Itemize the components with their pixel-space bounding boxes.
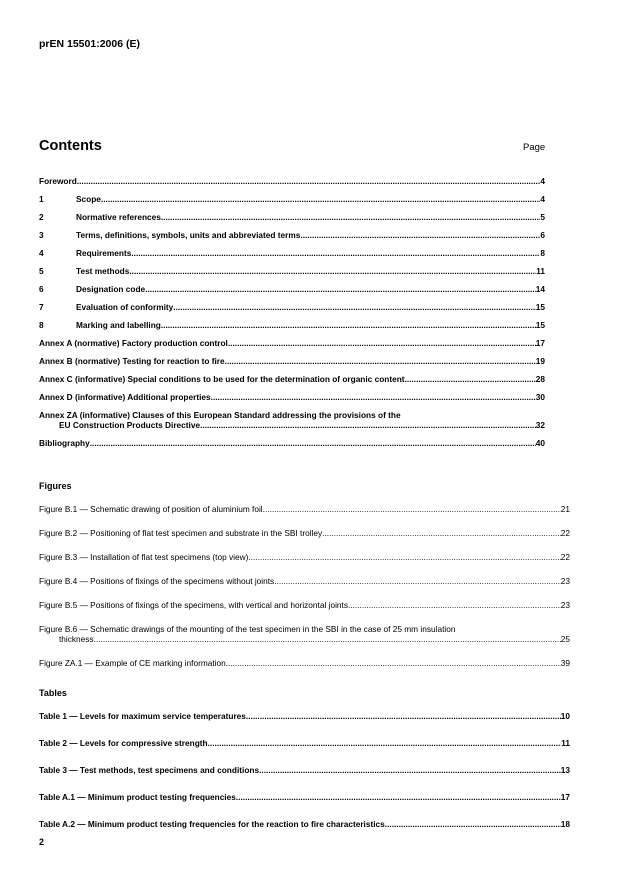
table-entry-title: Table 2 — Levels for compressive strength bbox=[39, 738, 208, 748]
figure-entry[interactable] bbox=[39, 552, 570, 562]
table-entry-title: Table 3 — Test methods, test specimens and conditions bbox=[39, 765, 260, 775]
toc-entry[interactable] bbox=[39, 410, 545, 430]
toc-entry-title: Scope bbox=[76, 194, 101, 204]
toc-entry[interactable] bbox=[39, 374, 545, 384]
toc-entry[interactable] bbox=[39, 266, 545, 276]
table-entry-page: 13 bbox=[560, 765, 570, 775]
toc-entry[interactable] bbox=[39, 438, 545, 448]
table-entry[interactable] bbox=[39, 711, 570, 721]
toc-entry-title: Annex B (normative) Testing for reaction to fire bbox=[39, 356, 225, 366]
figure-entry-title: Figure B.5 — Positions of fixings of the specimens, with vertical and horizontal joints bbox=[39, 600, 348, 610]
toc-main-list bbox=[39, 176, 545, 448]
toc-entry-number: 7 bbox=[39, 302, 44, 312]
toc-entry-number: 4 bbox=[39, 248, 44, 258]
toc-entry[interactable] bbox=[39, 212, 545, 222]
figure-entry-page: 22 bbox=[560, 528, 570, 538]
figure-entry[interactable] bbox=[39, 576, 570, 586]
toc-entry-number: 5 bbox=[39, 266, 44, 276]
figure-entry-page: 39 bbox=[560, 658, 570, 668]
toc-entry[interactable] bbox=[39, 230, 545, 240]
toc-entry[interactable] bbox=[39, 338, 545, 348]
toc-entry-page: 11 bbox=[536, 266, 545, 276]
figure-entry[interactable] bbox=[39, 600, 570, 610]
toc-entry-title: Annex ZA (informative) Clauses of this European Standard addressing the provisions of the bbox=[39, 410, 401, 420]
toc-entry-page: 17 bbox=[535, 338, 545, 348]
figure-entry-title: Figure B.4 — Positions of fixings of the specimens without joints bbox=[39, 576, 275, 586]
figure-entry-title-continued: thickness bbox=[59, 634, 94, 644]
figures-list bbox=[39, 504, 570, 668]
table-entry[interactable] bbox=[39, 738, 570, 748]
toc-entry-title-continued: EU Construction Products Directive bbox=[59, 420, 201, 430]
table-entry-title: Table 1 — Levels for maximum service temperatures bbox=[39, 711, 246, 721]
toc-entry-title: Foreword bbox=[39, 176, 77, 186]
figure-entry-title: Figure ZA.1 — Example of CE marking information bbox=[39, 658, 226, 668]
toc-entry[interactable] bbox=[39, 302, 545, 312]
table-entry[interactable] bbox=[39, 819, 570, 829]
toc-entry-title: Normative references bbox=[76, 212, 161, 222]
figure-entry[interactable] bbox=[39, 658, 570, 668]
toc-entry-title: Evaluation of conformity bbox=[76, 302, 174, 312]
toc-entry-page: 15 bbox=[535, 320, 545, 330]
toc-entry-page: 6 bbox=[540, 230, 545, 240]
toc-entry-page: 28 bbox=[535, 374, 545, 384]
figure-entry-page: 25 bbox=[560, 634, 570, 644]
table-entry-page: 18 bbox=[560, 819, 570, 829]
figure-entry-page: 23 bbox=[560, 576, 570, 586]
table-entry-title: Table A.2 — Minimum product testing frequencies for the reaction to fire characteristics bbox=[39, 819, 385, 829]
toc-entry-page: 40 bbox=[535, 438, 545, 448]
toc-entry-page: 4 bbox=[540, 176, 545, 186]
table-entry[interactable] bbox=[39, 765, 570, 775]
table-entry-page: 17 bbox=[560, 792, 570, 802]
toc-entry-title: Requirements bbox=[76, 248, 132, 258]
toc-entry[interactable] bbox=[39, 194, 545, 204]
toc-entry[interactable] bbox=[39, 392, 545, 402]
figure-entry-title: Figure B.2 — Positioning of flat test specimen and substrate in the SBI trolley bbox=[39, 528, 323, 538]
toc-entry-title: Annex C (informative) Special conditions to be used for the determination of organic content bbox=[39, 374, 405, 384]
page-column-label: Page bbox=[523, 142, 546, 153]
toc-entry[interactable] bbox=[39, 248, 545, 258]
toc-entry-page: 14 bbox=[535, 284, 545, 294]
figure-entry[interactable] bbox=[39, 624, 570, 644]
toc-entry-title: Test methods bbox=[76, 266, 130, 276]
toc-entry-title: Annex D (informative) Additional properties bbox=[39, 392, 211, 402]
figures-heading: Figures bbox=[39, 481, 72, 491]
toc-entry[interactable] bbox=[39, 176, 545, 186]
toc-entry-page: 30 bbox=[535, 392, 545, 402]
figure-entry-page: 23 bbox=[560, 600, 570, 610]
table-entry-title: Table A.1 — Minimum product testing frequencies bbox=[39, 792, 236, 802]
toc-entry-number: 1 bbox=[39, 194, 44, 204]
toc-entry-title: Marking and labelling bbox=[76, 320, 161, 330]
toc-entry-page: 4 bbox=[540, 194, 545, 204]
figure-entry-title: Figure B.3 — Installation of flat test specimens (top view) bbox=[39, 552, 249, 562]
toc-entry-title: Terms, definitions, symbols, units and abbreviated terms bbox=[76, 230, 301, 240]
table-entry-page: 10 bbox=[560, 711, 570, 721]
footer-page-number: 2 bbox=[39, 837, 45, 847]
figure-entry-page: 21 bbox=[560, 504, 570, 514]
toc-entry-number: 8 bbox=[39, 320, 44, 330]
toc-entry-page: 19 bbox=[535, 356, 545, 366]
document-id-header: prEN 15501:2006 (E) bbox=[39, 38, 140, 50]
toc-entry-number: 2 bbox=[39, 212, 44, 222]
figure-entry-title: Figure B.6 — Schematic drawings of the mounting of the test specimen in the SBI in the case of 25 mm insulation bbox=[39, 624, 456, 634]
toc-entry-title: Annex A (normative) Factory production control bbox=[39, 338, 228, 348]
toc-entry-page: 15 bbox=[535, 302, 545, 312]
figure-entry-title: Figure B.1 — Schematic drawing of position of aluminium foil bbox=[39, 504, 263, 514]
figure-entry-page: 22 bbox=[560, 552, 570, 562]
toc-entry-number: 3 bbox=[39, 230, 44, 240]
toc-entry-title: Designation code bbox=[76, 284, 146, 294]
toc-entry[interactable] bbox=[39, 320, 545, 330]
figure-entry[interactable] bbox=[39, 504, 570, 514]
table-entry[interactable] bbox=[39, 792, 570, 802]
tables-heading: Tables bbox=[39, 688, 67, 698]
tables-list bbox=[39, 711, 570, 829]
toc-entry-title: Bibliography bbox=[39, 438, 90, 448]
toc-entry-page: 8 bbox=[540, 248, 545, 258]
contents-heading: Contents bbox=[39, 138, 102, 154]
toc-entry[interactable] bbox=[39, 284, 545, 294]
toc-entry-page: 32 bbox=[535, 420, 545, 430]
toc-entry[interactable] bbox=[39, 356, 545, 366]
toc-entry-number: 6 bbox=[39, 284, 44, 294]
table-entry-page: 11 bbox=[561, 738, 570, 748]
toc-entry-page: 5 bbox=[540, 212, 545, 222]
figure-entry[interactable] bbox=[39, 528, 570, 538]
